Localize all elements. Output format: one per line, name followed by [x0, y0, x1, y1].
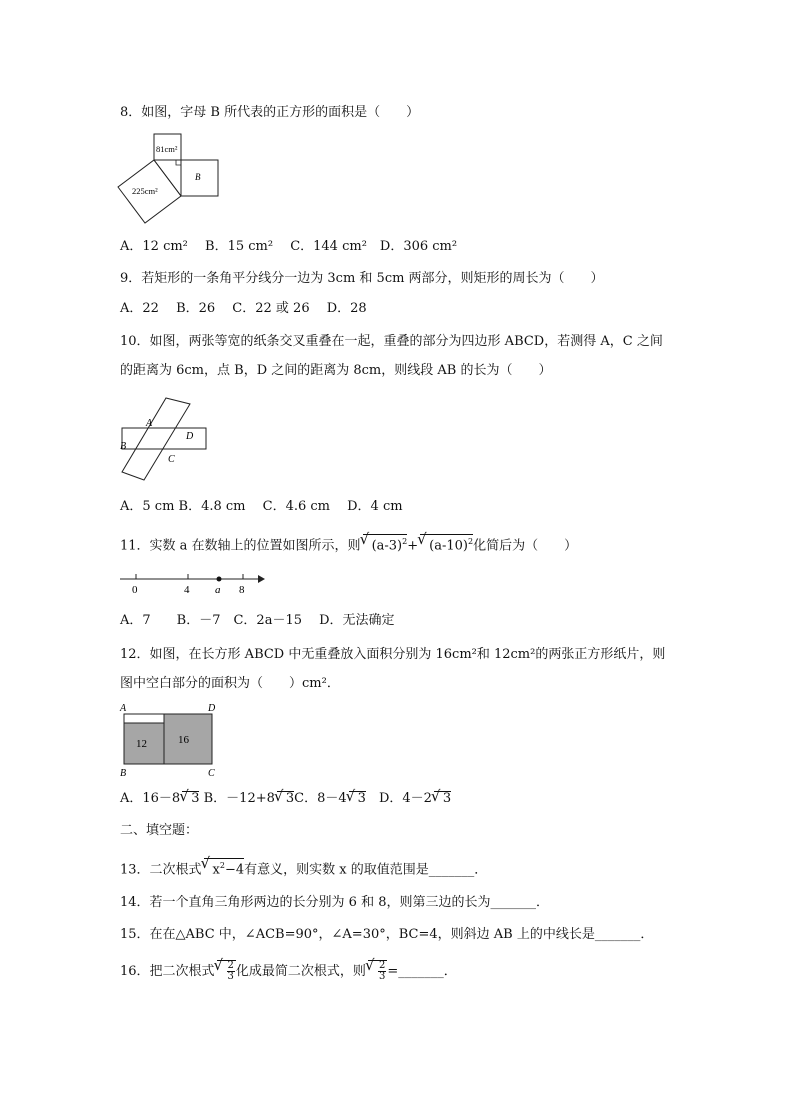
q9-options: A．22 B．26 C．22 或 26 D．28: [120, 301, 367, 316]
q12-stem-2: 图中空白部分的面积为（ ）cm²．: [120, 676, 340, 691]
q12-stem-1: 12．如图，在长方形 ABCD 中无重叠放入面积分别为 16cm²和 12cm²的两张正方形纸片，则: [120, 647, 666, 662]
q16: 16．把二次根式 √ $\frac{2}{3}$ 化成最简二次根式，则 √ $\frac{2}{3}$ =_______．: [120, 960, 457, 982]
q12-options: A．16－8√ 3 B．－12+8√ 3C．8－4√ 3 D．4－2√ 3: [120, 790, 451, 808]
label-225: 225cm²: [132, 186, 158, 196]
label-81: 81cm²: [156, 144, 178, 154]
q11-number-line: [118, 568, 268, 596]
q9-stem: 9．若矩形的一条角平分线分一边为 3cm 和 5cm 两部分，则矩形的周长为（ ）: [120, 271, 604, 286]
q8-options: A．12 cm² B．15 cm² C．144 cm² D．306 cm²: [120, 239, 458, 254]
q10-stem-2: 的距离为 6cm，点 B，D 之间的距离为 8cm，则线段 AB 的长为（ ）: [120, 363, 552, 378]
q11-options: A．7 B．－7 C．2a－15 D．无法确定: [120, 613, 395, 628]
label-B: B: [120, 441, 127, 452]
label-D: D: [208, 703, 216, 714]
q12-figure: [118, 701, 223, 779]
label-C: C: [168, 454, 175, 465]
label-12: 12: [136, 738, 147, 750]
tick-4: 4: [184, 584, 190, 596]
section-fill-in: 二、填空题：: [120, 823, 199, 838]
slanted-strip: [122, 398, 190, 480]
radical-2: √ $(a-10)^2$: [420, 534, 473, 553]
horizontal-strip: [122, 428, 206, 449]
q10-stem-1: 10．如图，两张等宽的纸条交叉重叠在一起，重叠的部分为四边形 ABCD，若测得 A，C 之间: [120, 334, 663, 349]
right-angle-mark: [176, 160, 181, 165]
label-16: 16: [178, 734, 189, 746]
q15: 15．在在△ABC 中，∠ACB=90°，∠A=30°，BC=4，则斜边 AB 上的中线长是_______．: [120, 927, 654, 942]
label-A: A: [120, 703, 127, 714]
label-A: A: [146, 418, 153, 429]
label-C: C: [208, 768, 215, 779]
tick-8: 8: [239, 584, 245, 596]
radical-1: √ $(a-3)^2$: [363, 534, 408, 553]
q13: 13．二次根式√ $x^2-4$有意义，则实数 x 的取值范围是_______．: [120, 858, 487, 879]
tick-0: 0: [132, 584, 138, 596]
q10-options: A．5 cm B．4.8 cm C．4.6 cm D．4 cm: [120, 499, 403, 514]
q14: 14．若一个直角三角形两边的长分别为 6 和 8，则第三边的长为_______．: [120, 895, 549, 910]
q8-stem: 8．如图，字母 B 所代表的正方形的面积是（ ）: [120, 105, 420, 120]
q8-figure: [118, 132, 228, 227]
q10-figure: [118, 398, 213, 480]
label-b: B: [195, 172, 201, 182]
label-B: B: [120, 768, 127, 779]
label-D: D: [186, 431, 194, 442]
point-a: [217, 577, 222, 582]
q11-stem: 11．实数 a 在数轴上的位置如图所示，则√ $(a-3)^2+√$ $(a-10)^2$化简后为（ ）: [120, 534, 577, 555]
tick-a: a: [215, 584, 221, 596]
